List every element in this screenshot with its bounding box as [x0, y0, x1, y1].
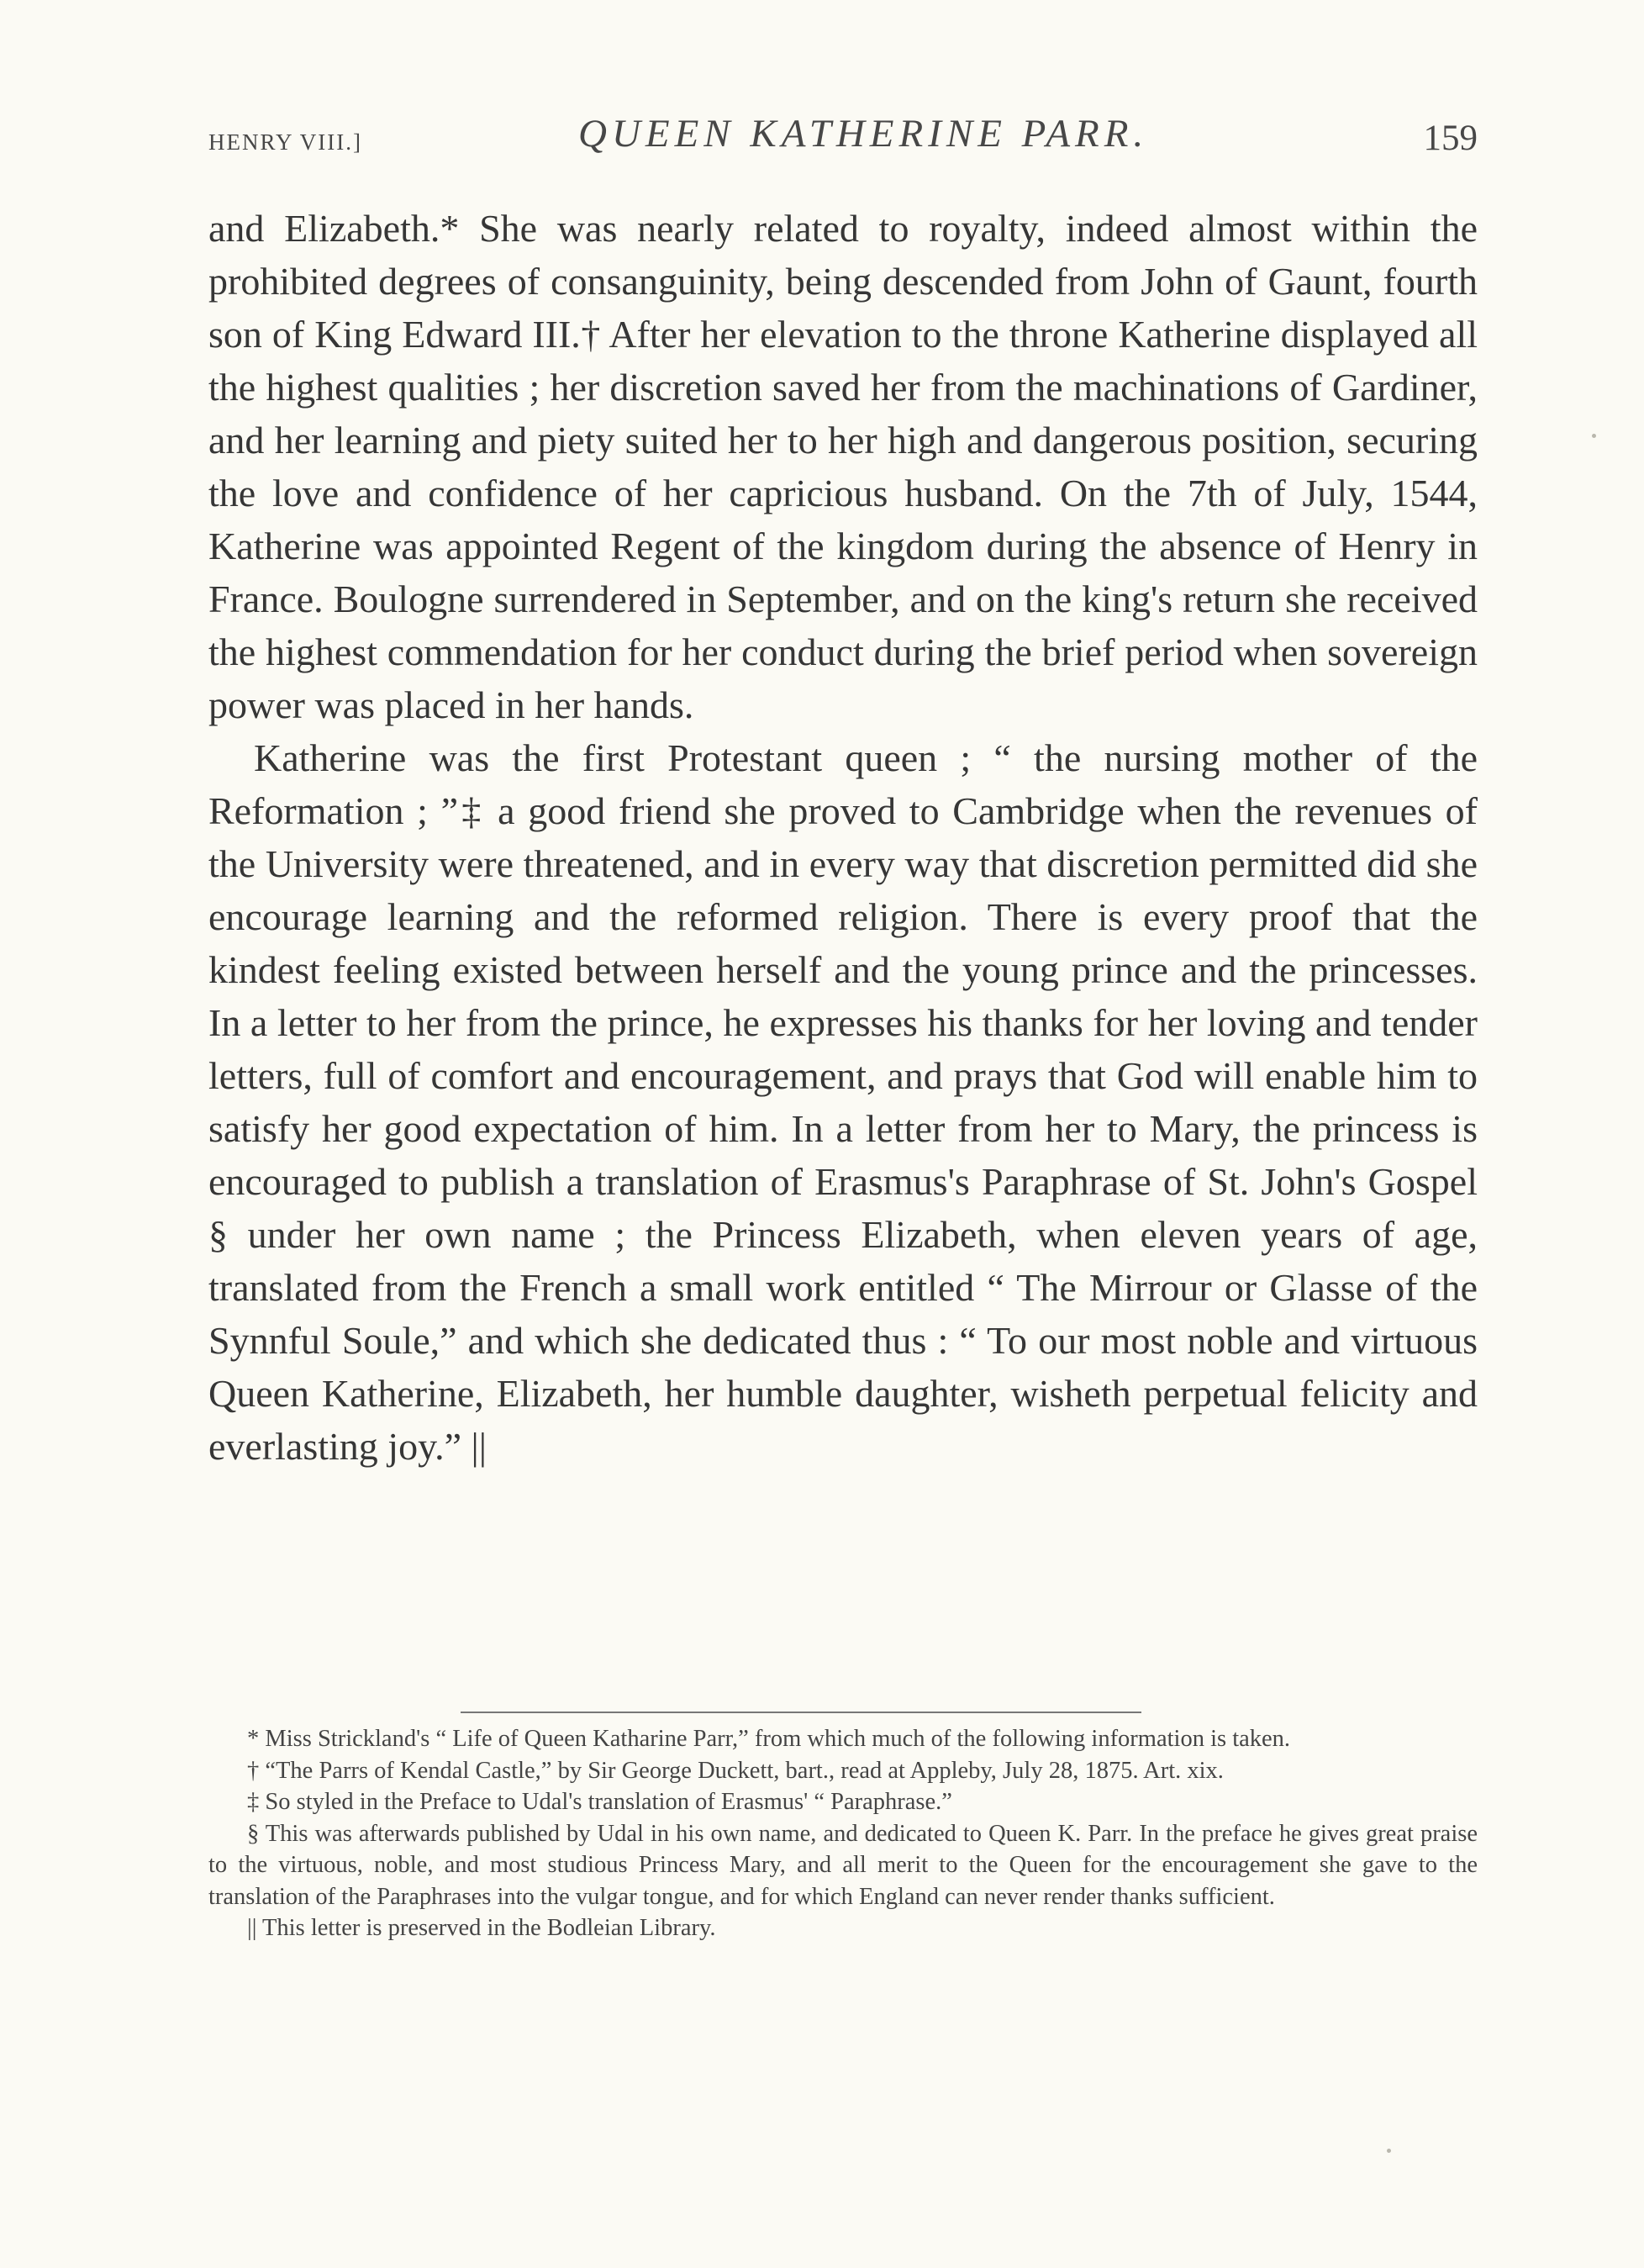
paper-speck [1387, 2149, 1391, 2153]
body-text [208, 202, 1478, 1473]
paper-speck [1592, 434, 1596, 438]
footnote: ‡ So styled in the Preface to Udal's translation of Erasmus' “ Paraphrase.” [247, 1789, 952, 1815]
page-header [208, 111, 1478, 161]
running-head: HENRY VIII.] [208, 129, 362, 155]
page-title: QUEEN KATHERINE PARR. [578, 112, 1149, 156]
footnotes [208, 1723, 1478, 1944]
footnote: † “The Parrs of Kendal Castle,” by Sir George Duckett, bart., read at Appleby, July 28, 1875. Art. xix. [247, 1757, 1224, 1784]
footnote: || This letter is preserved in the Bodleian Library. [247, 1915, 716, 1941]
paragraph: and Elizabeth.* She was nearly related to royalty, indeed almost within the prohibited degrees of consanguinity, being descended from John of Gaunt, fourth son of King Edward III.† After her elevation to the throne Katherine displayed all the highest qualities ; her discretion saved her from the machinations of Gardiner, and her learning and piety suited her to her high and dangerous position, securing the love and confidence of her capricious husband. On the 7th of July, 1544, Katherine was appointed Regent of the kingdom during the absence of Henry in France. Boulogne surrendered in September, and on the king's return she received the highest commendation for her conduct during the brief period when sovereign power was placed in her hands. [208, 207, 1478, 726]
footnote: * Miss Strickland's “ Life of Queen Katharine Parr,” from which much of the following information is taken. [247, 1726, 1291, 1752]
paragraph: Katherine was the first Protestant queen ; “ the nursing mother of the Reformation ; ”‡ a good friend she proved to Cambridge when the revenues of the University were threatened, and in every way that discretion permitted did she encourage learning and the reformed religion. There is every proof that the kindest feeling existed between herself and the young prince and the princesses. In a letter to her from the prince, he expresses his thanks for her loving and tender letters, full of comfort and encouragement, and prays that God will enable him to satisfy her good expectation of him. In a letter from her to Mary, the princess is encouraged to publish a translation of Erasmus's Paraphrase of St. John's Gospel § under her own name ; the Princess Elizabeth, when eleven years of age, translated from the French a small work entitled “ The Mirrour or Glasse of the Synnful Soule,” and which she dedicated thus : “ To our most noble and virtuous Queen Katherine, Elizabeth, her humble daughter, wisheth perpetual felicity and everlasting joy.” || [208, 736, 1478, 1468]
footnote: § This was afterwards published by Udal in his own name, and dedicated to Queen K. Parr. In the preface he gives great praise to the virtuous, noble, and most studious Princess Mary, and all merit to the Queen for the encouragement she gave to the translation of the Paraphrases into the vulgar tongue, and for which England can never render thanks sufficient. [208, 1820, 1478, 1910]
page-number: 159 [1423, 119, 1478, 158]
footnote-rule [461, 1712, 1141, 1713]
